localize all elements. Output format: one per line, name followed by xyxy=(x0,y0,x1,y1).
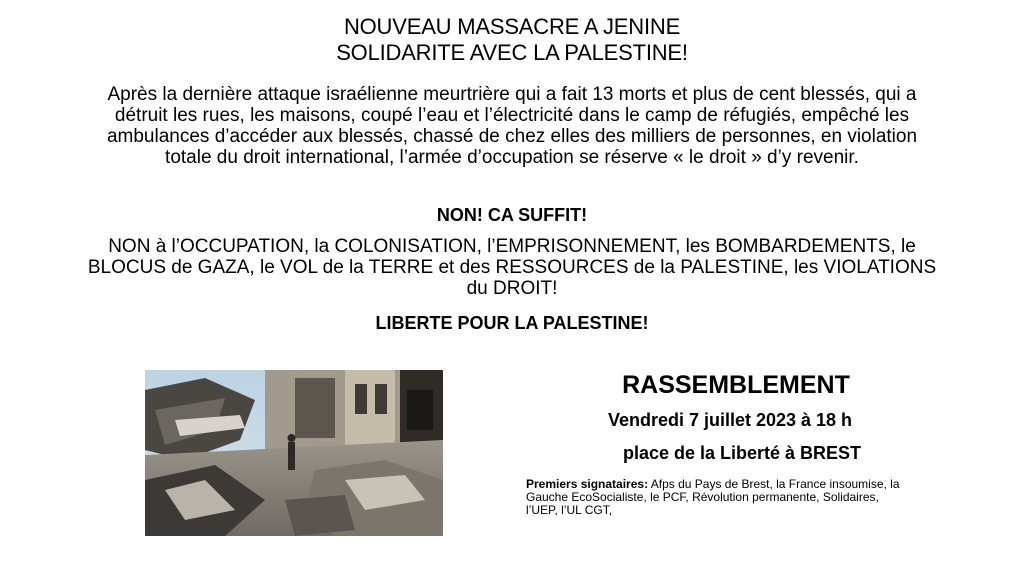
poster-title xyxy=(0,14,1024,66)
demands-paragraph: NON à l’OCCUPATION, la COLONISATION, l’EMPRISONNEMENT, les BOMBARDEMENTS, le BLOCUS de GAZA, le VOL de la TERRE et des RESSOURCES de la PALESTINE, les VIOLATIONS du DROIT! xyxy=(87,236,937,299)
event-date: Vendredi 7 juillet 2023 à 18 h xyxy=(607,410,853,430)
title-line-1: NOUVEAU MASSACRE A JENINE xyxy=(343,14,681,39)
slogan-freedom: LIBERTE POUR LA PALESTINE! xyxy=(375,313,649,333)
destroyed-street-photo xyxy=(145,370,443,536)
signatories xyxy=(526,478,906,517)
signatories-label: Premiers signataires: xyxy=(526,477,649,491)
slogan-enough: NON! CA SUFFIT! xyxy=(436,205,588,225)
event-title: RASSEMBLEMENT xyxy=(622,371,850,399)
intro-paragraph: Après la dernière attaque israélienne meurtrière qui a fait 13 morts et plus de cent blessés, qui a détruit les rues, les maisons, coupé l’eau et l’électricité dans le camp de réfugiés, empêché les ambulances d’accéder aux blessés, chassé de chez elles des milliers de personnes, en violation totale du droit international, l’armée d’occupation se réserve « le droit » d’y revenir. xyxy=(106,84,918,168)
signatories-list: Afps du Pays de Brest, la France insoumise, la Gauche EcoSocialiste, le PCF, Révolution permanente, Solidaires, l’UEP, l’UL CGT, xyxy=(526,477,900,517)
event-place: place de la Liberté à BREST xyxy=(622,443,862,463)
title-line-2: SOLIDARITE AVEC LA PALESTINE! xyxy=(336,40,688,65)
